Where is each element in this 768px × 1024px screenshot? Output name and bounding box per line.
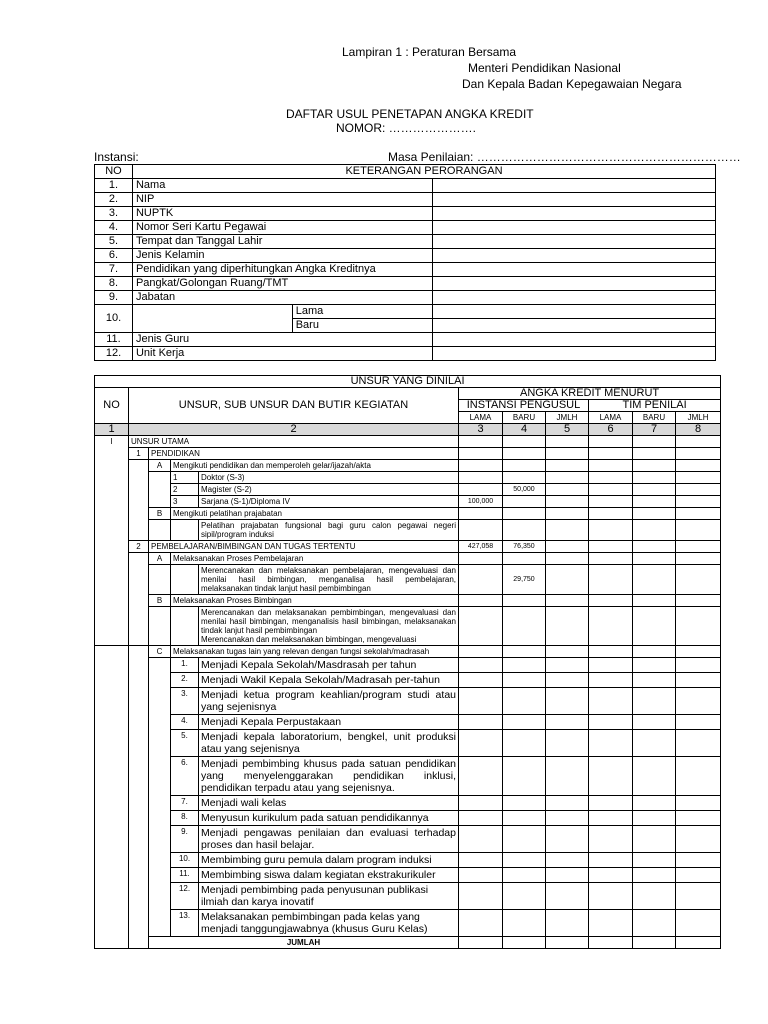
row-label: Membimbing guru pemula dalam program induksi bbox=[199, 853, 459, 868]
col-angka-kredit-header: ANGKA KREDIT MENURUT bbox=[459, 388, 721, 400]
row-label: Menjadi pembimbing pada penyusunan publikasi ilmiah dan karya inovatif bbox=[199, 883, 459, 910]
row-item-no: 1. bbox=[171, 658, 199, 673]
colnum: 2 bbox=[129, 424, 459, 436]
row-sub-no: 2 bbox=[129, 541, 149, 553]
masa-penilaian-label: Masa Penilaian: ………………………………………………………… bbox=[388, 150, 741, 164]
personal-data-table bbox=[94, 164, 716, 361]
jabatan-baru-label: Baru bbox=[292, 319, 432, 333]
table-row bbox=[95, 484, 721, 496]
b2-item-2: Merencanakan dan melaksanakan bimbingan, mengevaluasi bbox=[201, 635, 417, 644]
table-row bbox=[95, 221, 716, 235]
colnum: 6 bbox=[589, 424, 633, 436]
table-row bbox=[95, 826, 721, 853]
table-row bbox=[95, 688, 721, 715]
table-row bbox=[95, 460, 721, 472]
row-label: Melaksanakan Proses Bimbingan bbox=[171, 595, 459, 607]
table-row bbox=[95, 673, 721, 688]
b2-item: Merencanakan dan melaksanakan pembimbingan, mengevaluasi dan menilai hasil bimbingan, menganalisis hasil bimbingan, melaksanakan tindak lanjut hasil pembimbingan bbox=[201, 608, 456, 635]
row-no: 12. bbox=[95, 347, 133, 361]
row-value[interactable] bbox=[432, 347, 715, 361]
row-label: Magister (S-2) bbox=[199, 484, 459, 496]
colnum: 8 bbox=[676, 424, 721, 436]
table-row bbox=[95, 595, 721, 607]
baru-value: 50,000 bbox=[503, 484, 546, 496]
document-title: DAFTAR USUL PENETAPAN ANGKA KREDIT bbox=[286, 107, 534, 121]
row-label: Nama bbox=[132, 179, 432, 193]
table-row bbox=[95, 646, 721, 658]
header-line-2: Menteri Pendidikan Nasional bbox=[468, 61, 621, 75]
col-jmlh: JMLH bbox=[546, 412, 589, 424]
row-label: PEMBELAJARAN/BIMBINGAN DAN TUGAS TERTENTU bbox=[149, 541, 459, 553]
row-no: 6. bbox=[95, 249, 133, 263]
row-label: Pelatihan prajabatan fungsional bagi guru calon pegawai negeri sipil/program induksi bbox=[199, 520, 459, 541]
row-no: 2. bbox=[95, 193, 133, 207]
colnum: 1 bbox=[95, 424, 129, 436]
header-line-3: Dan Kepala Badan Kepegawaian Negara bbox=[462, 77, 682, 91]
col-lama: LAMA bbox=[459, 412, 503, 424]
table-row bbox=[95, 448, 721, 460]
table-row bbox=[95, 658, 721, 673]
row-label: NUPTK bbox=[132, 207, 432, 221]
row-letter: C bbox=[149, 646, 171, 658]
row-no: 7. bbox=[95, 263, 133, 277]
row-label bbox=[199, 607, 459, 646]
row-item-no: 7. bbox=[171, 796, 199, 811]
colnum: 3 bbox=[459, 424, 503, 436]
row-value[interactable] bbox=[432, 179, 715, 193]
row-label: Menjadi Kepala Sekolah/Masdrasah per tahun bbox=[199, 658, 459, 673]
row-label: UNSUR UTAMA bbox=[129, 436, 459, 448]
table-row bbox=[95, 811, 721, 826]
row-value[interactable] bbox=[432, 249, 715, 263]
lama-value: 100,000 bbox=[459, 496, 503, 508]
row-value[interactable] bbox=[432, 277, 715, 291]
table-row bbox=[95, 179, 716, 193]
table-row bbox=[95, 541, 721, 553]
table-row bbox=[95, 472, 721, 484]
colnum: 5 bbox=[546, 424, 589, 436]
col-instansi-header: INSTANSI PENGUSUL bbox=[459, 400, 589, 412]
table-row bbox=[95, 910, 721, 937]
column-number-row bbox=[95, 424, 721, 436]
row-no: 11. bbox=[95, 333, 133, 347]
table-row bbox=[95, 565, 721, 595]
row-item-no: 4. bbox=[171, 715, 199, 730]
row-item-no: 2 bbox=[171, 484, 199, 496]
row-label: Menyusun kurikulum pada satuan pendidikannya bbox=[199, 811, 459, 826]
row-no: 5. bbox=[95, 235, 133, 249]
row-label: Jabatan bbox=[132, 291, 432, 305]
row-value[interactable] bbox=[432, 207, 715, 221]
unsur-title: UNSUR YANG DINILAI bbox=[95, 376, 721, 388]
jabatan-lama-label: Lama bbox=[292, 305, 432, 319]
table-row bbox=[95, 347, 716, 361]
table-row bbox=[95, 715, 721, 730]
baru-value: 29,750 bbox=[503, 565, 546, 595]
row-label: Menjadi Wakil Kepala Sekolah/Madrasah per-tahun bbox=[199, 673, 459, 688]
row-item-no: 3. bbox=[171, 688, 199, 715]
row-no: 3. bbox=[95, 207, 133, 221]
table-row bbox=[95, 757, 721, 796]
row-label: Menjadi pengawas penilaian dan evaluasi terhadap proses dan hasil belajar. bbox=[199, 826, 459, 853]
row-label: Jenis Guru bbox=[132, 333, 432, 347]
row-label: Doktor (S-3) bbox=[199, 472, 459, 484]
row-item-no: 6. bbox=[171, 757, 199, 796]
row-label: Menjadi wali kelas bbox=[199, 796, 459, 811]
row-label: Menjadi pembimbing khusus pada satuan pendidikan yang menyelenggarakan pendidikan inklusi, pendidikan terpadu atau yang sejenisnya. bbox=[199, 757, 459, 796]
colnum: 7 bbox=[633, 424, 676, 436]
col-no-header: NO bbox=[95, 388, 129, 424]
row-label: Pendidikan yang diperhitungkan Angka Kreditnya bbox=[132, 263, 432, 277]
row-value[interactable] bbox=[432, 305, 715, 319]
row-label: Tempat dan Tanggal Lahir bbox=[132, 235, 432, 249]
table-row bbox=[95, 796, 721, 811]
col-no-header: NO bbox=[95, 165, 133, 179]
row-label: Unit Kerja bbox=[132, 347, 432, 361]
row-label: Mengikuti pelatihan prajabatan bbox=[171, 508, 459, 520]
col-tim-penilai-header: TIM PENILAI bbox=[589, 400, 721, 412]
row-label: NIP bbox=[132, 193, 432, 207]
row-no: 9. bbox=[95, 291, 133, 305]
row-label: Nomor Seri Kartu Pegawai bbox=[132, 221, 432, 235]
row-label: Merencanakan dan melaksanakan pembelajaran, mengevaluasi dan menilai hasil bimbingan, menganalisa hasil pembelajaran, melaksanakan tindak lanjut hasil pembimbingan bbox=[199, 565, 459, 595]
row-label: Membimbing siswa dalam kegiatan ekstrakurikuler bbox=[199, 868, 459, 883]
col-baru: BARU bbox=[633, 412, 676, 424]
row-no: I bbox=[95, 436, 129, 448]
table-row bbox=[95, 263, 716, 277]
instansi-label: Instansi: bbox=[94, 150, 139, 164]
row-label: Menjadi kepala laboratorium, bengkel, unit produksi atau yang sejenisnya bbox=[199, 730, 459, 757]
header-line-1: Lampiran 1 : Peraturan Bersama bbox=[342, 45, 517, 59]
row-value[interactable] bbox=[432, 193, 715, 207]
col-baru: BARU bbox=[503, 412, 546, 424]
baru-value: 76,350 bbox=[503, 541, 546, 553]
lama-value: 427,058 bbox=[459, 541, 503, 553]
jumlah-row bbox=[95, 937, 721, 949]
row-item-no: 5. bbox=[171, 730, 199, 757]
row-label: Melaksanakan pembimbingan pada kelas yang menjadi tanggungjawabnya (khusus Guru Kelas) bbox=[199, 910, 459, 937]
col-jmlh: JMLH bbox=[676, 412, 721, 424]
table-row bbox=[95, 607, 721, 646]
table-row bbox=[95, 520, 721, 541]
table-row bbox=[95, 333, 716, 347]
table-row bbox=[95, 249, 716, 263]
jumlah-label: JUMLAH bbox=[149, 937, 459, 949]
row-item-no: 12. bbox=[171, 883, 199, 910]
row-value[interactable] bbox=[432, 235, 715, 249]
table-row bbox=[95, 853, 721, 868]
row-item-no: 10. bbox=[171, 853, 199, 868]
row-item-no: 8. bbox=[171, 811, 199, 826]
table-row bbox=[95, 291, 716, 305]
row-letter: A bbox=[149, 553, 171, 565]
row-label: PENDIDIKAN bbox=[149, 448, 459, 460]
table-row bbox=[95, 553, 721, 565]
col-unsur-header: UNSUR, SUB UNSUR DAN BUTIR KEGIATAN bbox=[129, 388, 459, 424]
row-value[interactable] bbox=[432, 291, 715, 305]
table-row bbox=[95, 508, 721, 520]
document-number: NOMOR: …………………. bbox=[336, 121, 476, 135]
row-letter: B bbox=[149, 595, 171, 607]
colnum: 4 bbox=[503, 424, 546, 436]
row-label: Pangkat/Golongan Ruang/TMT bbox=[132, 277, 432, 291]
row-item-no: 9. bbox=[171, 826, 199, 853]
row-label: Jenis Kelamin bbox=[132, 249, 432, 263]
table-row bbox=[95, 193, 716, 207]
table-row bbox=[95, 730, 721, 757]
table-row bbox=[95, 436, 721, 448]
table-row bbox=[95, 496, 721, 508]
row-sub-no: 1 bbox=[129, 448, 149, 460]
row-item-no: 11. bbox=[171, 868, 199, 883]
row-no: 4. bbox=[95, 221, 133, 235]
row-value[interactable] bbox=[432, 263, 715, 277]
row-label: Menjadi Kepala Perpustakaan bbox=[199, 715, 459, 730]
row-value[interactable] bbox=[432, 319, 715, 333]
row-item-no: 2. bbox=[171, 673, 199, 688]
table-row bbox=[95, 235, 716, 249]
row-value[interactable] bbox=[432, 221, 715, 235]
row-value[interactable] bbox=[432, 333, 715, 347]
row-label: Sarjana (S-1)/Diploma IV bbox=[199, 496, 459, 508]
table-row bbox=[95, 207, 716, 221]
row-label: Melaksanakan tugas lain yang relevan dengan fungsi sekolah/madrasah bbox=[171, 646, 459, 658]
row-label bbox=[132, 305, 292, 333]
row-label: Melaksanakan Proses Pembelajaran bbox=[171, 553, 459, 565]
row-item-no: 13. bbox=[171, 910, 199, 937]
row-item-no: 1 bbox=[171, 472, 199, 484]
row-no: 8. bbox=[95, 277, 133, 291]
table-row bbox=[95, 883, 721, 910]
col-lama: LAMA bbox=[589, 412, 633, 424]
row-letter: B bbox=[149, 508, 171, 520]
row-letter: A bbox=[149, 460, 171, 472]
table-row bbox=[95, 305, 716, 319]
row-label: Mengikuti pendidikan dan memperoleh gelar/ijazah/akta bbox=[171, 460, 459, 472]
row-no: 1. bbox=[95, 179, 133, 193]
unsur-table bbox=[94, 375, 721, 949]
col-keterangan-header: KETERANGAN PERORANGAN bbox=[132, 165, 715, 179]
table-row bbox=[95, 868, 721, 883]
row-label: Menjadi ketua program keahlian/program studi atau yang sejenisnya bbox=[199, 688, 459, 715]
row-no: 10. bbox=[95, 305, 133, 333]
row-item-no: 3 bbox=[171, 496, 199, 508]
table-row bbox=[95, 277, 716, 291]
